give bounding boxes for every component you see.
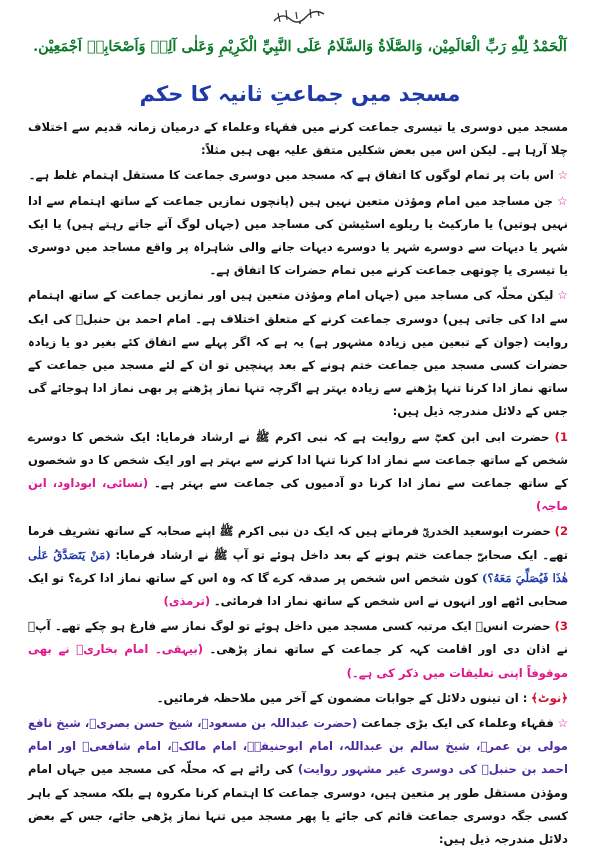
doxology-heading: اَلْحَمْدُ لِلّٰهِ رَبِّ الْعَالَمِيْن، وَالصَّلَاةُ وَالسَّلَامُ عَلَى النَّبِيِّ الْكَرِيْمِ وَعَلٰى آلِهٖ وَاَصْحَابِهٖ اَجْمَعِيْن.	[33, 38, 567, 55]
star-icon: ☆	[557, 193, 568, 208]
reference: (ترمذی)	[163, 594, 211, 609]
star-icon: ☆	[557, 716, 568, 731]
reference: (بیہقی۔ امام بخاریؒ نے بھی موقوفاً اپنی تعلیقات میں ذکر کی ہے۔)	[28, 642, 568, 680]
arabic-quote: (مَنْ يَتَصَدَّقُ عَلٰى هٰذَا فَيُصَلِّيَ مَعَهُ؟)	[28, 547, 569, 585]
reference: (نسائی، ابوداود، ابن ماجہ)	[28, 476, 568, 514]
note-label: ﴿نوٹ﴾	[531, 690, 568, 705]
point-3: ☆ لیکن محلّہ کی مساجد میں (جہاں امام ومؤذن متعین ہیں اور نمازیں جماعت کے ساتھ اہتمام سے ادا کی جاتی ہیں) دوسری جماعت کرنے کے متعلق اختلاف ہے۔ امام احمد بن حنبلؒ کی ایک روایت (جوان کے تبعین میں زیادہ مشہور ہے) یہ ہے کہ اگر پہلے سے اتفاق کئے بغیر دو یا زیادہ حضرات کسی مسجد میں جماعت ختم ہونے کے بعد پہنچیں تو ان کے لئے مسجد میں جماعت کے ساتھ نماز ادا کرنا تنہا پڑھنے سے زیادہ بہتر ہے اگرچہ تنہا نماز پڑھنے پر بھی نماز ادا ہوجائے گی جس کے دلائل مندرجہ ذیل ہیں:	[28, 288, 568, 419]
article-body	[28, 116, 568, 853]
evidence-1: 1) حضرت ابی ابن کعبؓ سے روایت ہے کہ نبی اکرم ﷺ نے ارشاد فرمایا: ایک شخص کا دوسرے شخص کے ساتھ جماعت سے نماز ادا کرنا تنہا ادا کرنے سے بہتر ہے اور ایک شخص کا دو شخصوں کے ساتھ جماعت سے نماز ادا کرنا دو آدمیوں کی جماعت سے بہتر ہے۔ (نسائی، ابوداود، ابن ماجہ)	[28, 429, 568, 514]
note: ﴿نوٹ﴾ : ان تینوں دلائل کے جوابات مضمون کے آخر میں ملاحظہ فرمائیں۔	[156, 690, 568, 705]
page-title: مسجد میں جماعتِ ثانیہ کا حکم	[139, 82, 461, 106]
star-icon: ☆	[557, 288, 568, 303]
scholars-opinion: ☆ فقہاء وعلماء کی ایک بڑی جماعت (حضرت عبداللہ بن مسعودؓ، شیخ حسن بصریؒ، شیخ نافع مولی بن عمرؒ، شیخ سالم بن عبداللہ، امام ابوحنیفہؒ، امام مالکؒ، امام شافعیؒ اور امام احمد بن حنبلؒ کی دوسری غیر مشہور روایت) کی رائے ہے کہ محلّہ کی مسجد میں جہاں امام ومؤذن مستقل طور پر متعین ہیں، دوسری جماعت کا اہتمام کرنا مکروہ ہے بلکہ مسجد کے باہر کسی جگہ دوسری جماعت قائم کی جائے یا پھر مسجد میں تنہا نماز پڑھی جائے، جس کے بعض دلائل مندرجہ ذیل ہیں:	[28, 716, 568, 847]
evidence-3: 3) حضرت انسؓ ایک مرتبہ کسی مسجد میں داخل ہوئے تو لوگ نماز سے فارغ ہو چکے تھے۔ آپؓ نے اذان دی اور اقامت کہہ کر جماعت کے ساتھ نماز پڑھی۔ (بیہقی۔ امام بخاریؒ نے بھی موقوفاً اپنی تعلیقات میں ذکر کی ہے۔)	[28, 619, 568, 680]
point-1: ☆ اس بات پر تمام لوگوں کا اتفاق ہے کہ مسجد میں دوسری جماعت کا مستقل اہتمام غلط ہے۔	[28, 168, 568, 183]
evidence-2: 2) حضرت ابوسعید الخدریؓ فرماتے ہیں کہ ایک دن نبی اکرم ﷺ اپنے صحابہ کے ساتھ تشریف فرما تھے۔ ایک صحابیؓ جماعت ختم ہونے کے بعد داخل ہوئے تو آپ ﷺ نے ارشاد فرمایا: (مَنْ يَتَصَدَّقُ عَلٰى هٰذَا فَيُصَلِّيَ مَعَهُ؟) کون شخص اس شخص پر صدقہ کرے گا کہ وہ اس کے ساتھ نماز ادا کرے؟ تو ایک صحابی اٹھے اور انہوں نے اس شخص کے ساتھ نماز ادا فرمائی۔ (ترمذی)	[28, 524, 569, 609]
bismillah-calligraphy	[270, 4, 330, 28]
scholar-names: (حضرت عبداللہ بن مسعودؓ، شیخ حسن بصریؒ، شیخ نافع مولی بن عمرؒ، شیخ سالم بن عبداللہ، امام ابوحنیفہؒ، امام مالکؒ، امام شافعیؒ اور امام احمد بن حنبلؒ کی دوسری غیر مشہور روایت)	[28, 716, 568, 777]
point-2: ☆ جن مساجد میں امام ومؤذن متعین نہیں ہیں (پانچوں نمازیں جماعت کے ساتھ اہتمام سے ادا نہیں ہوتیں) یا مارکیٹ یا ریلوے اسٹیشن کی مساجد میں (جہاں لوگ آتے جاتے رہتے ہیں) یا ایک شہر یا دیہات سے دوسرے شہر یا دوسرے دیہات جانے والی شاہراہ پر واقع مساجد میں دوسری یا تیسری یا چوتھی جماعت کرنے میں تمام حضرات کا اتفاق ہے۔	[28, 193, 568, 278]
star-icon: ☆	[557, 168, 568, 183]
intro-paragraph: مسجد میں دوسری یا تیسری جماعت کرنے میں فقہاء وعلماء کے درمیان زمانہ قدیم سے اختلاف چلا آرہا ہے۔ لیکن اس میں بعض شکلیں متفق علیہ بھی ہیں مثلاً:	[28, 120, 568, 158]
